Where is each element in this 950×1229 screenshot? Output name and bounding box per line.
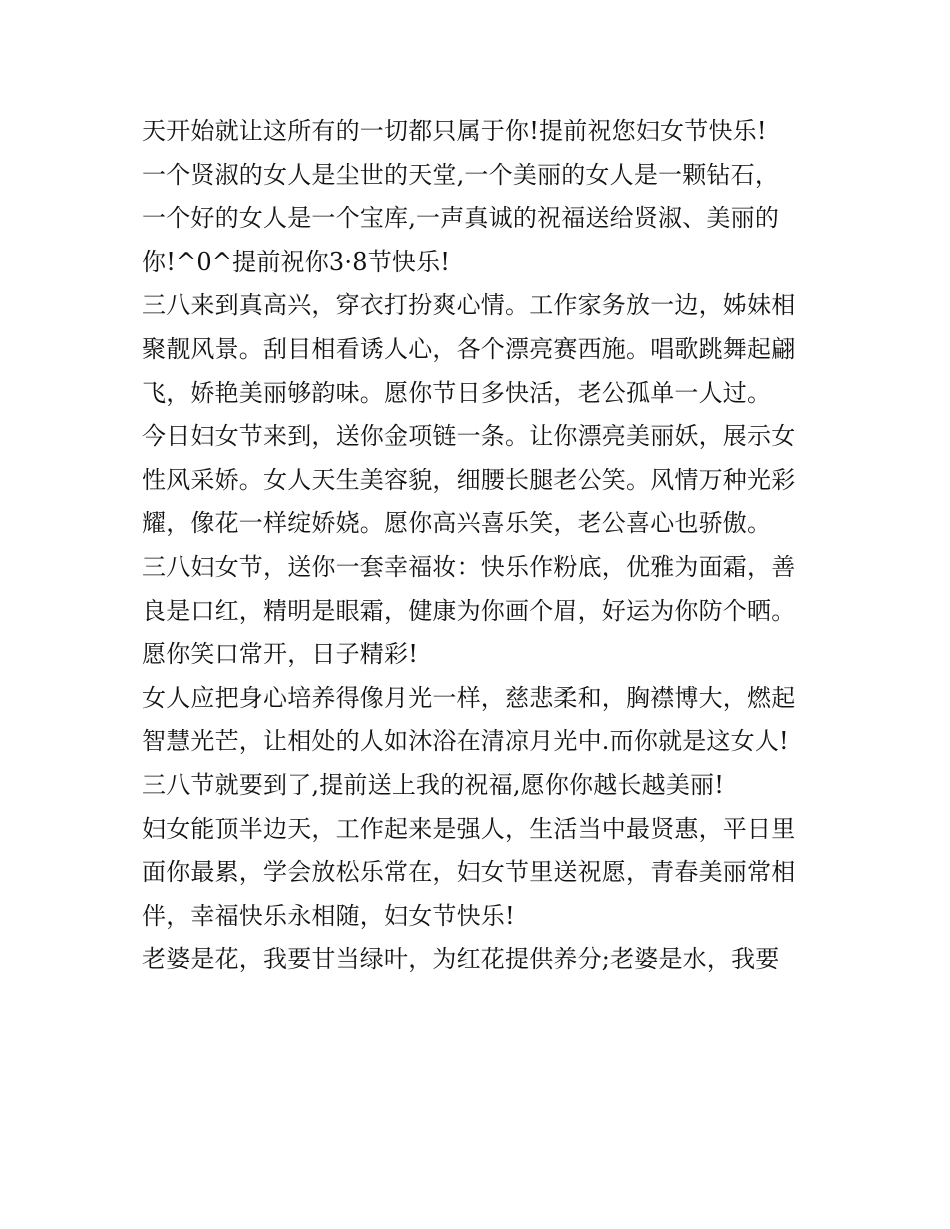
text-line: 耀，像花一样绽娇娆。愿你高兴喜乐笑，老公喜心也骄傲。: [142, 509, 772, 538]
text-line: 女人应把身心培养得像月光一样，慈悲柔和，胸襟博大，燃起: [142, 683, 796, 712]
text-line: 性风采娇。女人天生美容貌，细腰长腿老公笑。风情万种光彩: [142, 465, 796, 494]
text-line: 面你最累，学会放松乐常在，妇女节里送祝愿，青春美丽常相: [142, 858, 796, 887]
text-line: 智慧光芒，让相处的人如沐浴在清凉月光中.而你就是这女人!: [142, 727, 789, 756]
text-line: 良是口红，精明是眼霜，健康为你画个眉，好运为你防个晒。: [142, 596, 796, 625]
text-line: 老婆是花，我要甘当绿叶，为红花提供养分;老婆是水，我要: [142, 945, 780, 974]
text-line: 聚靓风景。刮目相看诱人心，各个漂亮赛西施。唱歌跳舞起翩: [142, 334, 796, 363]
text-line: 伴，幸福快乐永相随，妇女节快乐!: [142, 901, 515, 930]
text-line: 天开始就让这所有的一切都只属于你!提前祝您妇女节快乐!: [142, 117, 767, 145]
text-line: 愿你笑口常开，日子精彩!: [142, 640, 419, 669]
text-line: 一个好的女人是一个宝库,一声真诚的祝福送给贤淑、美丽的: [142, 204, 780, 233]
text-line: 三八妇女节，送你一套幸福妆：快乐作粉底，优雅为面霜，善: [142, 552, 796, 581]
text-line: 一个贤淑的女人是尘世的天堂,一个美丽的女人是一颗钻石，: [142, 160, 780, 189]
text-line: 今日妇女节来到，送你金项链一条。让你漂亮美丽妖，展示女: [142, 422, 796, 451]
text-line: 飞，娇艳美丽够韵味。愿你节日多快活，老公孤单一人过。: [142, 378, 772, 407]
text-line: 妇女能顶半边天，工作起来是强人，生活当中最贤惠，平日里: [142, 814, 796, 843]
body-text: [142, 110, 822, 982]
text-line: 三八节就要到了,提前送上我的祝福,愿你你越长越美丽!: [142, 770, 725, 799]
text-line: 你!^0^提前祝你3·8节快乐!: [142, 247, 451, 276]
text-line: 三八来到真高兴，穿衣打扮爽心情。工作家务放一边，姊妹相: [142, 291, 796, 320]
